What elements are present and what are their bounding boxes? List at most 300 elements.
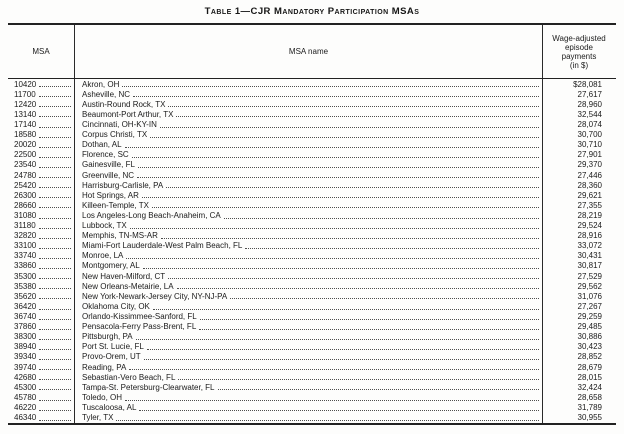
msa-code-cell	[8, 79, 75, 89]
payment-cell	[543, 130, 615, 140]
msa-code: 23540	[14, 160, 37, 170]
msa-code: 46340	[14, 413, 37, 423]
table-row	[8, 392, 616, 402]
msa-name: Lubbock, TX	[82, 221, 127, 231]
dot-leader	[125, 147, 539, 148]
msa-code: 26300	[14, 190, 37, 200]
header-payments-line-2: episode	[564, 42, 594, 52]
payment-cell	[543, 362, 615, 372]
payment-cell	[543, 291, 615, 301]
dot-leader	[39, 258, 71, 259]
msa-code: 22500	[14, 150, 37, 160]
msa-name-cell	[75, 342, 543, 352]
dot-leader	[39, 349, 71, 350]
msa-code-cell	[8, 362, 75, 372]
table-row	[8, 241, 616, 251]
table-row	[8, 170, 616, 180]
msa-code: 38940	[14, 342, 37, 352]
msa-name: Oklahoma City, OK	[82, 301, 150, 311]
dot-leader	[39, 309, 71, 310]
msa-name: Austin-Round Rock, TX	[82, 99, 166, 109]
msa-name-cell	[75, 190, 543, 200]
msa-code: 12420	[14, 99, 37, 109]
payment-cell	[543, 271, 615, 281]
payment-cell	[543, 382, 615, 392]
msa-name: New York-Newark-Jersey City, NY-NJ-PA	[82, 291, 228, 301]
msa-code: 35620	[14, 291, 37, 301]
dot-leader	[137, 177, 539, 178]
msa-name: Port St. Lucie, FL	[82, 342, 144, 352]
msa-name-cell	[75, 221, 543, 231]
msa-code-cell	[8, 281, 75, 291]
table-row	[8, 140, 616, 150]
table-row	[8, 403, 616, 413]
payment-cell	[543, 89, 615, 99]
msa-code-cell	[8, 221, 75, 231]
msa-name: Pensacola-Ferry Pass-Brent, FL	[82, 322, 197, 332]
dot-leader	[39, 379, 71, 380]
table-row	[8, 372, 616, 382]
msa-code-cell	[8, 170, 75, 180]
payment-cell	[543, 160, 615, 170]
payment-cell	[543, 261, 615, 271]
msa-name: Asheville, NC	[82, 89, 131, 99]
dot-leader	[144, 359, 539, 360]
dot-leader	[39, 410, 71, 411]
msa-name-cell	[75, 150, 543, 160]
dot-leader	[142, 197, 539, 198]
msa-name: Gainesville, FL	[82, 160, 135, 170]
payment-cell	[543, 251, 615, 261]
table-row	[8, 130, 616, 140]
table-row	[8, 352, 616, 362]
msa-code: 36420	[14, 301, 37, 311]
payment-value: 31,076	[577, 291, 602, 301]
msa-name: Greenville, NC	[82, 170, 135, 180]
table-title: Table 1—CJR Mandatory Participation MSAs	[204, 6, 420, 17]
payment-value: 28,219	[577, 210, 602, 220]
table-row	[8, 322, 616, 332]
msa-code-cell	[8, 99, 75, 109]
msa-code: 24780	[14, 170, 37, 180]
dot-leader	[161, 238, 539, 239]
payment-cell	[543, 372, 615, 382]
msa-code: 25420	[14, 180, 37, 190]
msa-name-cell	[75, 241, 543, 251]
payment-value: 28,916	[577, 231, 602, 241]
payment-value: 27,617	[577, 89, 602, 99]
dot-leader	[39, 288, 71, 289]
payment-cell	[543, 79, 615, 89]
msa-code-cell	[8, 382, 75, 392]
payment-cell	[543, 231, 615, 241]
msa-code: 17140	[14, 119, 37, 129]
msa-code-cell	[8, 119, 75, 129]
msa-code: 38300	[14, 332, 37, 342]
payment-cell	[543, 109, 615, 119]
table-row	[8, 281, 616, 291]
msa-code-cell	[8, 261, 75, 271]
table-row	[8, 210, 616, 220]
dot-leader	[178, 379, 539, 380]
msa-code: 10420	[14, 79, 37, 89]
msa-name-cell	[75, 231, 543, 241]
dot-leader	[39, 137, 71, 138]
dot-leader	[147, 349, 539, 350]
dot-leader	[168, 278, 539, 279]
msa-name-cell	[75, 99, 543, 109]
table-row	[8, 332, 616, 342]
msa-code-cell	[8, 392, 75, 402]
payment-cell	[543, 281, 615, 291]
msa-name: New Orleans-Metairie, LA	[82, 281, 174, 291]
msa-code: 32820	[14, 231, 37, 241]
payment-cell	[543, 180, 615, 190]
msa-code-cell	[8, 322, 75, 332]
msa-name: Sebastian-Vero Beach, FL	[82, 372, 176, 382]
header-msa: MSA	[8, 25, 75, 78]
msa-name-cell	[75, 261, 543, 271]
dot-leader	[39, 369, 71, 370]
payment-value: 29,370	[577, 160, 602, 170]
msa-name: Hot Springs, AR	[82, 190, 139, 200]
payment-value: 27,446	[577, 170, 602, 180]
msa-name: Killeen-Temple, TX	[82, 200, 149, 210]
dot-leader	[245, 248, 539, 249]
dot-leader	[139, 410, 539, 411]
dot-leader	[39, 278, 71, 279]
table-row	[8, 119, 616, 129]
payment-cell	[543, 190, 615, 200]
payment-cell	[543, 221, 615, 231]
msa-name-cell	[75, 322, 543, 332]
table-row	[8, 301, 616, 311]
msa-code-cell	[8, 352, 75, 362]
cjr-msa-table	[8, 23, 616, 425]
dot-leader	[153, 309, 539, 310]
dot-leader	[122, 86, 539, 87]
msa-code: 46220	[14, 403, 37, 413]
table-row	[8, 190, 616, 200]
dot-leader	[39, 228, 71, 229]
payment-value: 32,544	[577, 109, 602, 119]
table-body	[8, 79, 616, 423]
dot-leader	[230, 298, 539, 299]
msa-code-cell	[8, 301, 75, 311]
msa-name-cell	[75, 352, 543, 362]
msa-code: 35300	[14, 271, 37, 281]
dot-leader	[39, 167, 71, 168]
msa-code: 35380	[14, 281, 37, 291]
msa-name-cell	[75, 200, 543, 210]
msa-code-cell	[8, 89, 75, 99]
payment-value: 30,955	[577, 413, 602, 423]
msa-code-cell	[8, 200, 75, 210]
dot-leader	[39, 157, 71, 158]
payment-cell	[543, 119, 615, 129]
msa-name-cell	[75, 130, 543, 140]
msa-code-cell	[8, 372, 75, 382]
msa-name-cell	[75, 382, 543, 392]
msa-name-cell	[75, 160, 543, 170]
payment-cell	[543, 342, 615, 352]
payment-value: 30,886	[577, 332, 602, 342]
msa-code-cell	[8, 150, 75, 160]
payment-value: 27,355	[577, 200, 602, 210]
dot-leader	[177, 288, 539, 289]
table-row	[8, 382, 616, 392]
msa-code: 37860	[14, 322, 37, 332]
msa-code: 31080	[14, 210, 37, 220]
table-row	[8, 342, 616, 352]
table-row	[8, 150, 616, 160]
payment-value: 29,259	[577, 312, 602, 322]
table-row	[8, 291, 616, 301]
dot-leader	[39, 248, 71, 249]
table-row	[8, 312, 616, 322]
msa-name: Florence, SC	[82, 150, 129, 160]
dot-leader	[133, 96, 539, 97]
msa-code: 13140	[14, 109, 37, 119]
payment-value: 28,074	[577, 119, 602, 129]
dot-leader	[39, 197, 71, 198]
table-row	[8, 79, 616, 89]
header-msa-name: MSA name	[75, 25, 543, 78]
msa-code-cell	[8, 180, 75, 190]
header-payments-line-1: Wage-adjusted	[552, 33, 606, 43]
msa-name: Tampa-St. Petersburg-Clearwater, FL	[82, 382, 215, 392]
msa-name: Beaumont-Port Arthur, TX	[82, 109, 174, 119]
table-row	[8, 251, 616, 261]
payment-cell	[543, 200, 615, 210]
msa-name: Cincinnati, OH-KY-IN	[82, 119, 157, 129]
dot-leader	[138, 167, 539, 168]
msa-name-cell	[75, 362, 543, 372]
msa-name: Monroe, LA	[82, 251, 124, 261]
header-payments-line-3: payments	[561, 51, 597, 61]
dot-leader	[199, 329, 539, 330]
payment-cell	[543, 392, 615, 402]
msa-name-cell	[75, 301, 543, 311]
msa-name: Harrisburg-Carlisle, PA	[82, 180, 164, 190]
payment-value: 28,960	[577, 99, 602, 109]
dot-leader	[39, 96, 71, 97]
dot-leader	[143, 268, 539, 269]
dot-leader	[39, 329, 71, 330]
dot-leader	[39, 86, 71, 87]
payment-value: 30,431	[577, 251, 602, 261]
msa-code-cell	[8, 413, 75, 423]
dot-leader	[152, 207, 539, 208]
msa-name-cell	[75, 372, 543, 382]
payment-cell	[543, 140, 615, 150]
msa-code: 36740	[14, 312, 37, 322]
msa-name-cell	[75, 392, 543, 402]
payment-cell	[543, 150, 615, 160]
payment-cell	[543, 312, 615, 322]
msa-code: 39340	[14, 352, 37, 362]
dot-leader	[126, 258, 539, 259]
payment-cell	[543, 301, 615, 311]
msa-code-cell	[8, 332, 75, 342]
dot-leader	[224, 218, 539, 219]
payment-value: 28,360	[577, 180, 602, 190]
msa-name: Tuscaloosa, AL	[82, 403, 137, 413]
msa-name-cell	[75, 180, 543, 190]
dot-leader	[150, 137, 539, 138]
msa-name-cell	[75, 281, 543, 291]
dot-leader	[39, 127, 71, 128]
dot-leader	[39, 268, 71, 269]
payment-cell	[543, 403, 615, 413]
msa-name-cell	[75, 210, 543, 220]
dot-leader	[200, 319, 539, 320]
msa-name-cell	[75, 332, 543, 342]
header-payments	[543, 25, 615, 78]
msa-name-cell	[75, 140, 543, 150]
dot-leader	[39, 420, 71, 421]
dot-leader	[136, 339, 539, 340]
payment-value: 31,789	[577, 403, 602, 413]
dot-leader	[39, 238, 71, 239]
dot-leader	[39, 116, 71, 117]
payment-cell	[543, 352, 615, 362]
msa-name: New Haven-Milford, CT	[82, 271, 166, 281]
payment-cell	[543, 99, 615, 109]
msa-name: Corpus Christi, TX	[82, 130, 148, 140]
dot-leader	[218, 389, 540, 390]
msa-name: Reading, PA	[82, 362, 127, 372]
msa-name-cell	[75, 291, 543, 301]
msa-code-cell	[8, 342, 75, 352]
msa-name: Montgomery, AL	[82, 261, 140, 271]
dot-leader	[116, 420, 539, 421]
msa-code-cell	[8, 291, 75, 301]
payment-value: 29,524	[577, 221, 602, 231]
dot-leader	[39, 319, 71, 320]
msa-code: 33860	[14, 261, 37, 271]
table-row	[8, 109, 616, 119]
table-row	[8, 89, 616, 99]
payment-cell	[543, 210, 615, 220]
payment-cell	[543, 322, 615, 332]
msa-code-cell	[8, 190, 75, 200]
payment-cell	[543, 241, 615, 251]
msa-code: 45300	[14, 382, 37, 392]
table-header-row	[8, 25, 616, 79]
msa-code-cell	[8, 241, 75, 251]
dot-leader	[176, 116, 539, 117]
msa-code-cell	[8, 210, 75, 220]
msa-code-cell	[8, 403, 75, 413]
msa-name-cell	[75, 271, 543, 281]
payment-value: 30,423	[577, 342, 602, 352]
msa-code-cell	[8, 130, 75, 140]
msa-code-cell	[8, 140, 75, 150]
msa-code: 18580	[14, 130, 37, 140]
dot-leader	[125, 400, 539, 401]
msa-code: 45780	[14, 392, 37, 402]
msa-name-cell	[75, 89, 543, 99]
msa-name-cell	[75, 79, 543, 89]
table-row	[8, 180, 616, 190]
dot-leader	[129, 369, 539, 370]
msa-code: 31180	[14, 221, 36, 231]
msa-code: 39740	[14, 362, 37, 372]
dot-leader	[39, 207, 71, 208]
payment-value: 28,658	[577, 392, 602, 402]
msa-code-cell	[8, 160, 75, 170]
msa-name: Toledo, OH	[82, 392, 123, 402]
msa-code: 42680	[14, 372, 37, 382]
payment-value: 27,529	[577, 271, 602, 281]
msa-name: Tyler, TX	[82, 413, 114, 423]
dot-leader	[39, 177, 71, 178]
msa-name: Akron, OH	[82, 79, 120, 89]
msa-code: 11700	[14, 89, 36, 99]
payment-value: 27,901	[577, 150, 602, 160]
payment-value: 29,485	[577, 322, 602, 332]
msa-name: Los Angeles-Long Beach-Anaheim, CA	[82, 210, 221, 220]
dot-leader	[130, 228, 539, 229]
table-row	[8, 231, 616, 241]
dot-leader	[39, 339, 71, 340]
dot-leader	[39, 106, 71, 107]
msa-name-cell	[75, 312, 543, 322]
payment-cell	[543, 413, 615, 423]
msa-code-cell	[8, 251, 75, 261]
dot-leader	[39, 298, 71, 299]
table-row	[8, 271, 616, 281]
table-row	[8, 200, 616, 210]
dot-leader	[168, 106, 539, 107]
msa-name: Memphis, TN-MS-AR	[82, 231, 158, 241]
table-row	[8, 362, 616, 372]
msa-code: 28660	[14, 200, 37, 210]
payment-value: 28,679	[577, 362, 602, 372]
table-row	[8, 413, 616, 423]
payment-value: 29,562	[577, 281, 602, 291]
dot-leader	[39, 389, 71, 390]
msa-code-cell	[8, 271, 75, 281]
msa-name: Orlando-Kissimmee-Sanford, FL	[82, 312, 197, 322]
dot-leader	[166, 187, 539, 188]
table-row	[8, 221, 616, 231]
table-row	[8, 160, 616, 170]
dot-leader	[39, 187, 71, 188]
dot-leader	[160, 127, 539, 128]
payment-cell	[543, 332, 615, 342]
msa-name-cell	[75, 251, 543, 261]
msa-name: Dothan, AL	[82, 140, 122, 150]
msa-code-cell	[8, 312, 75, 322]
msa-code-cell	[8, 231, 75, 241]
msa-name-cell	[75, 170, 543, 180]
payment-value: $28,081	[573, 79, 602, 89]
msa-name: Miami-Fort Lauderdale-West Palm Beach, FL	[82, 241, 243, 251]
msa-name-cell	[75, 413, 543, 423]
dot-leader	[39, 218, 71, 219]
dot-leader	[39, 359, 71, 360]
msa-name-cell	[75, 119, 543, 129]
payment-value: 32,424	[577, 382, 602, 392]
dot-leader	[132, 157, 539, 158]
msa-code: 33740	[14, 251, 37, 261]
payment-cell	[543, 170, 615, 180]
payment-value: 30,710	[577, 140, 602, 150]
dot-leader	[39, 400, 71, 401]
payment-value: 27,267	[577, 301, 602, 311]
